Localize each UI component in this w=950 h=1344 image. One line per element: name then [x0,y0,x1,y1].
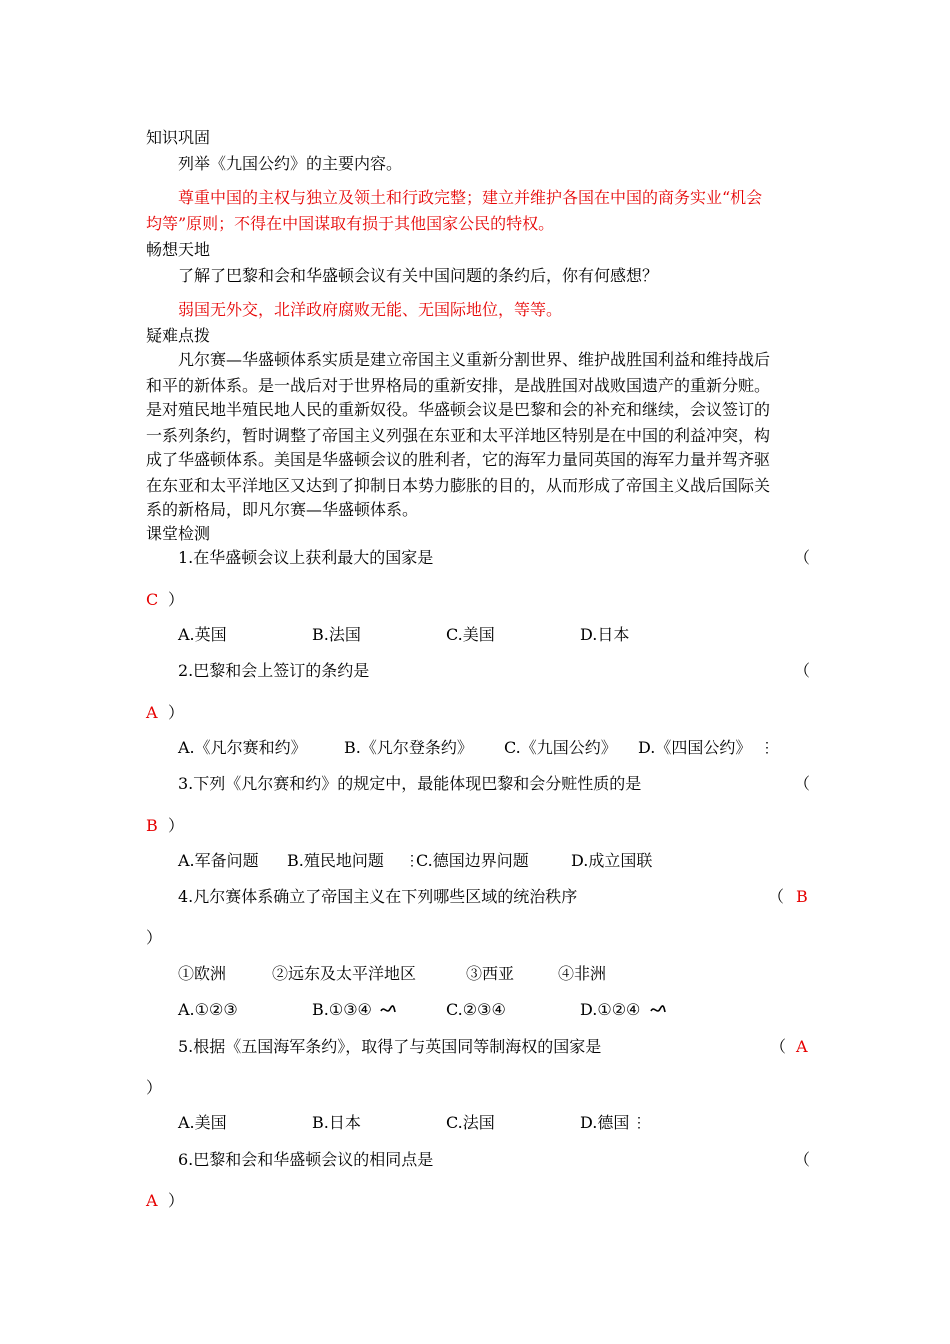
question-5-open-paren: （ [770,1037,787,1056]
region-item: ④非洲 [558,964,607,983]
question-5-close-paren: ） [146,1078,163,1097]
answer-text: 弱国无外交，北洋政府腐败无能、无国际地位，等等。 [178,300,563,319]
question-6-text: 6.巴黎和会和华盛顿会议的相同点是 [178,1150,434,1169]
option-c: C.《九国公约》 [504,738,617,757]
question-1-close-paren: ） [168,590,185,609]
option-d: D.①②④ [580,1000,641,1019]
section-heading-imagine: 畅想天地 [146,240,211,259]
paragraph-line: 一系列条约，暂时调整了帝国主义列强在东亚和太平洋地区特别是在中国的利益冲突，构 [146,426,771,445]
question-4-text: 4.凡尔赛体系确立了帝国主义在下列哪些区域的统治秩序 [178,887,578,906]
paragraph-line: 凡尔赛—华盛顿体系实质是建立帝国主义重新分割世界、维护战胜国利益和维持战后 [178,350,771,369]
question-5-answer: A [796,1037,808,1056]
paragraph-line: 是对殖民地半殖民地人民的重新奴役。华盛顿会议是巴黎和会的补充和继续，会议签订的 [146,400,771,419]
question-2-answer: A [146,703,158,722]
option-b: B.日本 [312,1113,361,1132]
option-d: D.日本 [580,625,630,644]
dots-mark: ⋮ [405,853,419,869]
question-4-answer: B [796,887,808,906]
question-text: 列举《九国公约》的主要内容。 [178,154,403,173]
paragraph-line: 成了华盛顿体系。美国是华盛顿会议的胜利者，它的海军力量同英国的海军力量并驾齐驱 [146,450,771,469]
section-heading-consolidation: 知识巩固 [146,128,211,147]
answer-text: 均等”原则；不得在中国谋取有损于其他国家公民的特权。 [146,214,555,233]
region-item: ②远东及太平洋地区 [272,964,417,983]
dots-mark: ⋮ [760,740,774,756]
option-a: A.英国 [178,625,227,644]
region-item: ③西亚 [466,964,515,983]
option-a: A.《凡尔赛和约》 [178,738,307,757]
option-b: B.法国 [312,625,361,644]
dots-mark: ⋮ [632,1115,646,1131]
question-3-open-paren: （ [794,774,811,793]
option-d: D.德国 [580,1113,630,1132]
region-item: ①欧洲 [178,964,227,983]
option-c: C.美国 [446,625,495,644]
paragraph-line: 在东亚和太平洋地区又达到了抑制日本势力膨胀的目的，从而形成了帝国主义战后国际关 [146,476,771,495]
option-b: B.①③④ [312,1000,372,1019]
scribble-icon [380,1003,396,1017]
question-3-close-paren: ） [168,816,185,835]
section-heading-difficulty: 疑难点拨 [146,326,211,345]
option-b: B.《凡尔登条约》 [344,738,473,757]
paragraph-line: 和平的新体系。是一战后对于世界格局的重新安排，是战胜国对战败国遗产的重新分赃。 [146,376,771,395]
question-6-open-paren: （ [794,1150,811,1169]
option-c: C.法国 [446,1113,495,1132]
option-c: C.德国边界问题 [416,851,529,870]
question-3-text: 3.下列《凡尔赛和约》的规定中，最能体现巴黎和会分赃性质的是 [178,774,642,793]
question-4-open-paren: （ [768,887,785,906]
question-1-answer: C [146,590,159,609]
question-text: 了解了巴黎和会和华盛顿会议有关中国问题的条约后，你有何感想？ [178,266,659,285]
question-3-answer: B [146,816,158,835]
answer-text: 尊重中国的主权与独立及领土和行政完整；建立并维护各国在中国的商务实业“机会 [178,188,763,207]
option-b: B.殖民地问题 [287,851,384,870]
question-1-text: 1.在华盛顿会议上获利最大的国家是 [178,548,434,567]
question-5-text: 5.根据《五国海军条约》，取得了与英国同等制海权的国家是 [178,1037,602,1056]
option-c: C.②③④ [446,1000,506,1019]
option-a: A.美国 [178,1113,227,1132]
question-2-text: 2.巴黎和会上签订的条约是 [178,661,370,680]
question-1-open-paren: （ [794,548,811,567]
question-4-close-paren: ） [146,928,163,947]
option-a: A.①②③ [178,1000,238,1019]
question-6-answer: A [146,1191,158,1210]
section-heading-test: 课堂检测 [146,524,211,543]
scribble-icon [650,1003,666,1017]
option-d: D.《四国公约》 [638,738,752,757]
question-2-open-paren: （ [794,661,811,680]
paragraph-line: 系的新格局，即凡尔赛—华盛顿体系。 [146,500,419,519]
question-6-close-paren: ） [168,1191,185,1210]
option-d: D.成立国联 [571,851,653,870]
question-2-close-paren: ） [168,703,185,722]
option-a: A.军备问题 [178,851,259,870]
